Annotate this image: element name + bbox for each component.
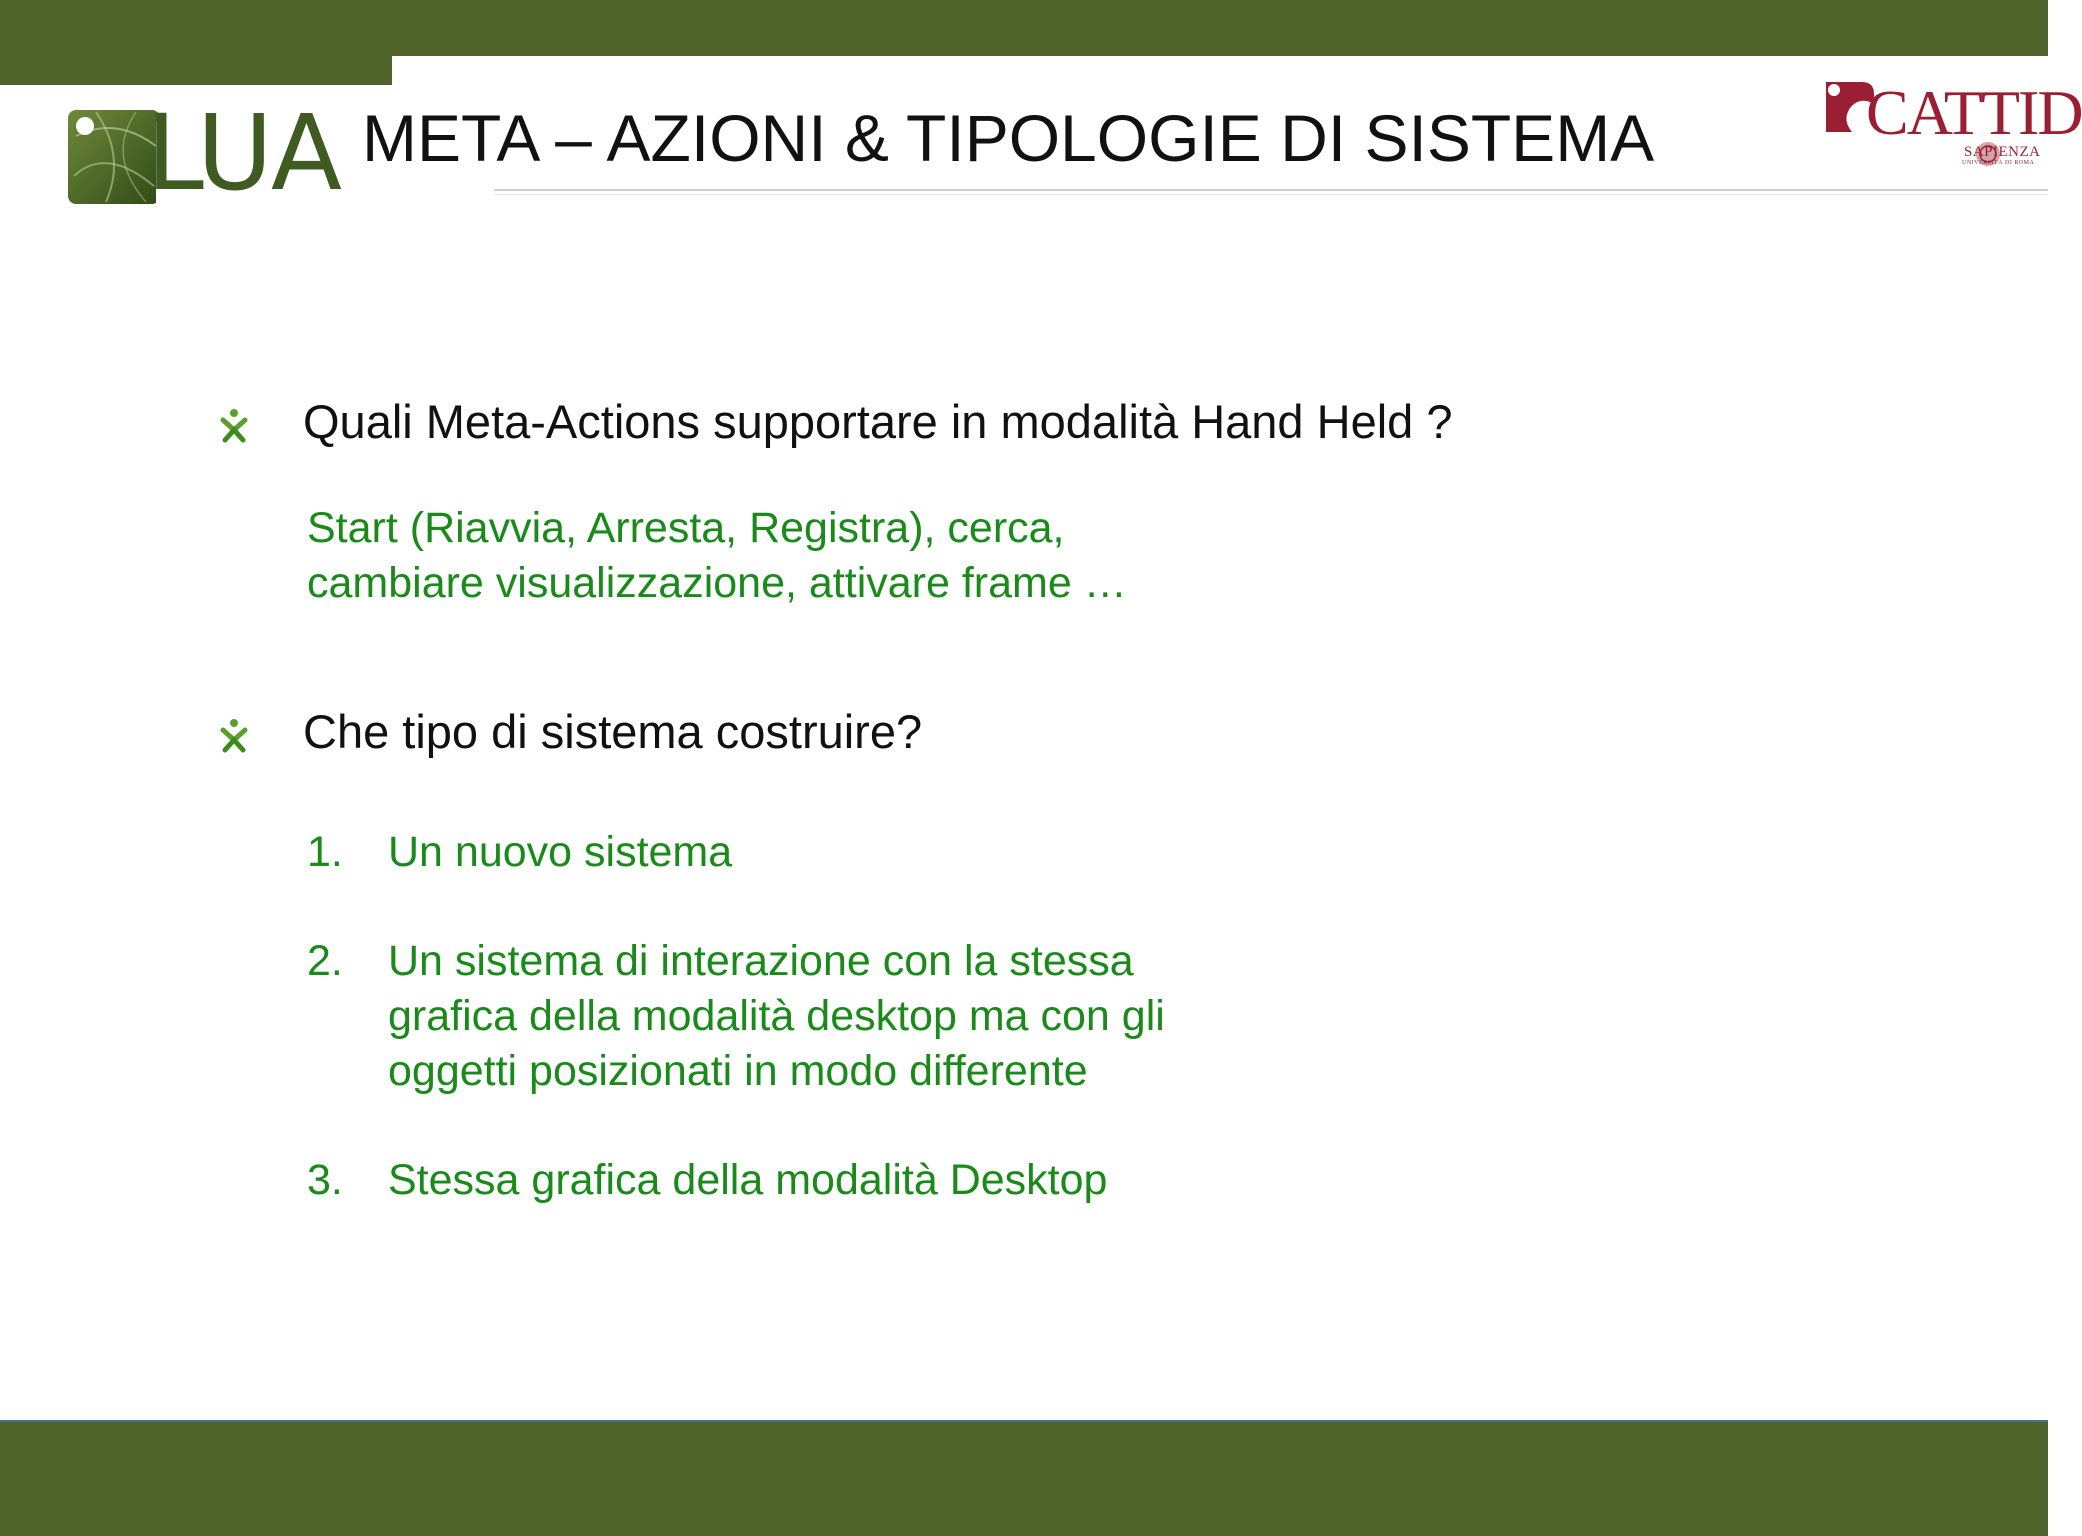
green-x-figure-icon	[219, 408, 249, 442]
sapienza-logo-text: SAPIENZA	[1964, 144, 2041, 160]
list-item-text: Un nuovo sistema	[388, 828, 733, 876]
title-divider-shadow	[494, 194, 2048, 195]
question-meta-actions: Quali Meta-Actions supportare in modalità Hand Held ?	[303, 395, 1453, 448]
list-item-text: grafica della modalità desktop ma con gli	[388, 992, 1165, 1040]
bottom-band	[0, 1420, 2048, 1536]
list-item-text: oggetti posizionati in modo differente	[388, 1047, 1088, 1095]
answer-line-1: Start (Riavvia, Arresta, Registra), cerca,	[307, 504, 1065, 552]
sapienza-logo-subtext: UNIVERSITÀ DI ROMA	[1962, 160, 2035, 166]
list-item-number: 2.	[307, 937, 343, 985]
answer-line-2: cambiare visualizzazione, attivare frame …	[307, 559, 1127, 607]
green-x-figure-icon	[219, 718, 249, 752]
list-item-number: 3.	[307, 1156, 343, 1204]
question-system-type: Che tipo di sistema costruire?	[303, 705, 923, 758]
cattid-logo-text: CATTID	[1866, 77, 2082, 148]
lua-logo-text: LUA	[146, 92, 341, 214]
list-item-text: Stessa grafica della modalità Desktop	[388, 1156, 1108, 1204]
title-divider	[494, 189, 2048, 191]
list-item-number: 1.	[307, 828, 343, 876]
page-title: META – AZIONI & TIPOLOGIE DI SISTEMA	[362, 101, 1655, 175]
list-item-text: Un sistema di interazione con la stessa	[388, 937, 1134, 985]
top-band-tab	[0, 56, 392, 85]
top-band	[0, 0, 2048, 56]
